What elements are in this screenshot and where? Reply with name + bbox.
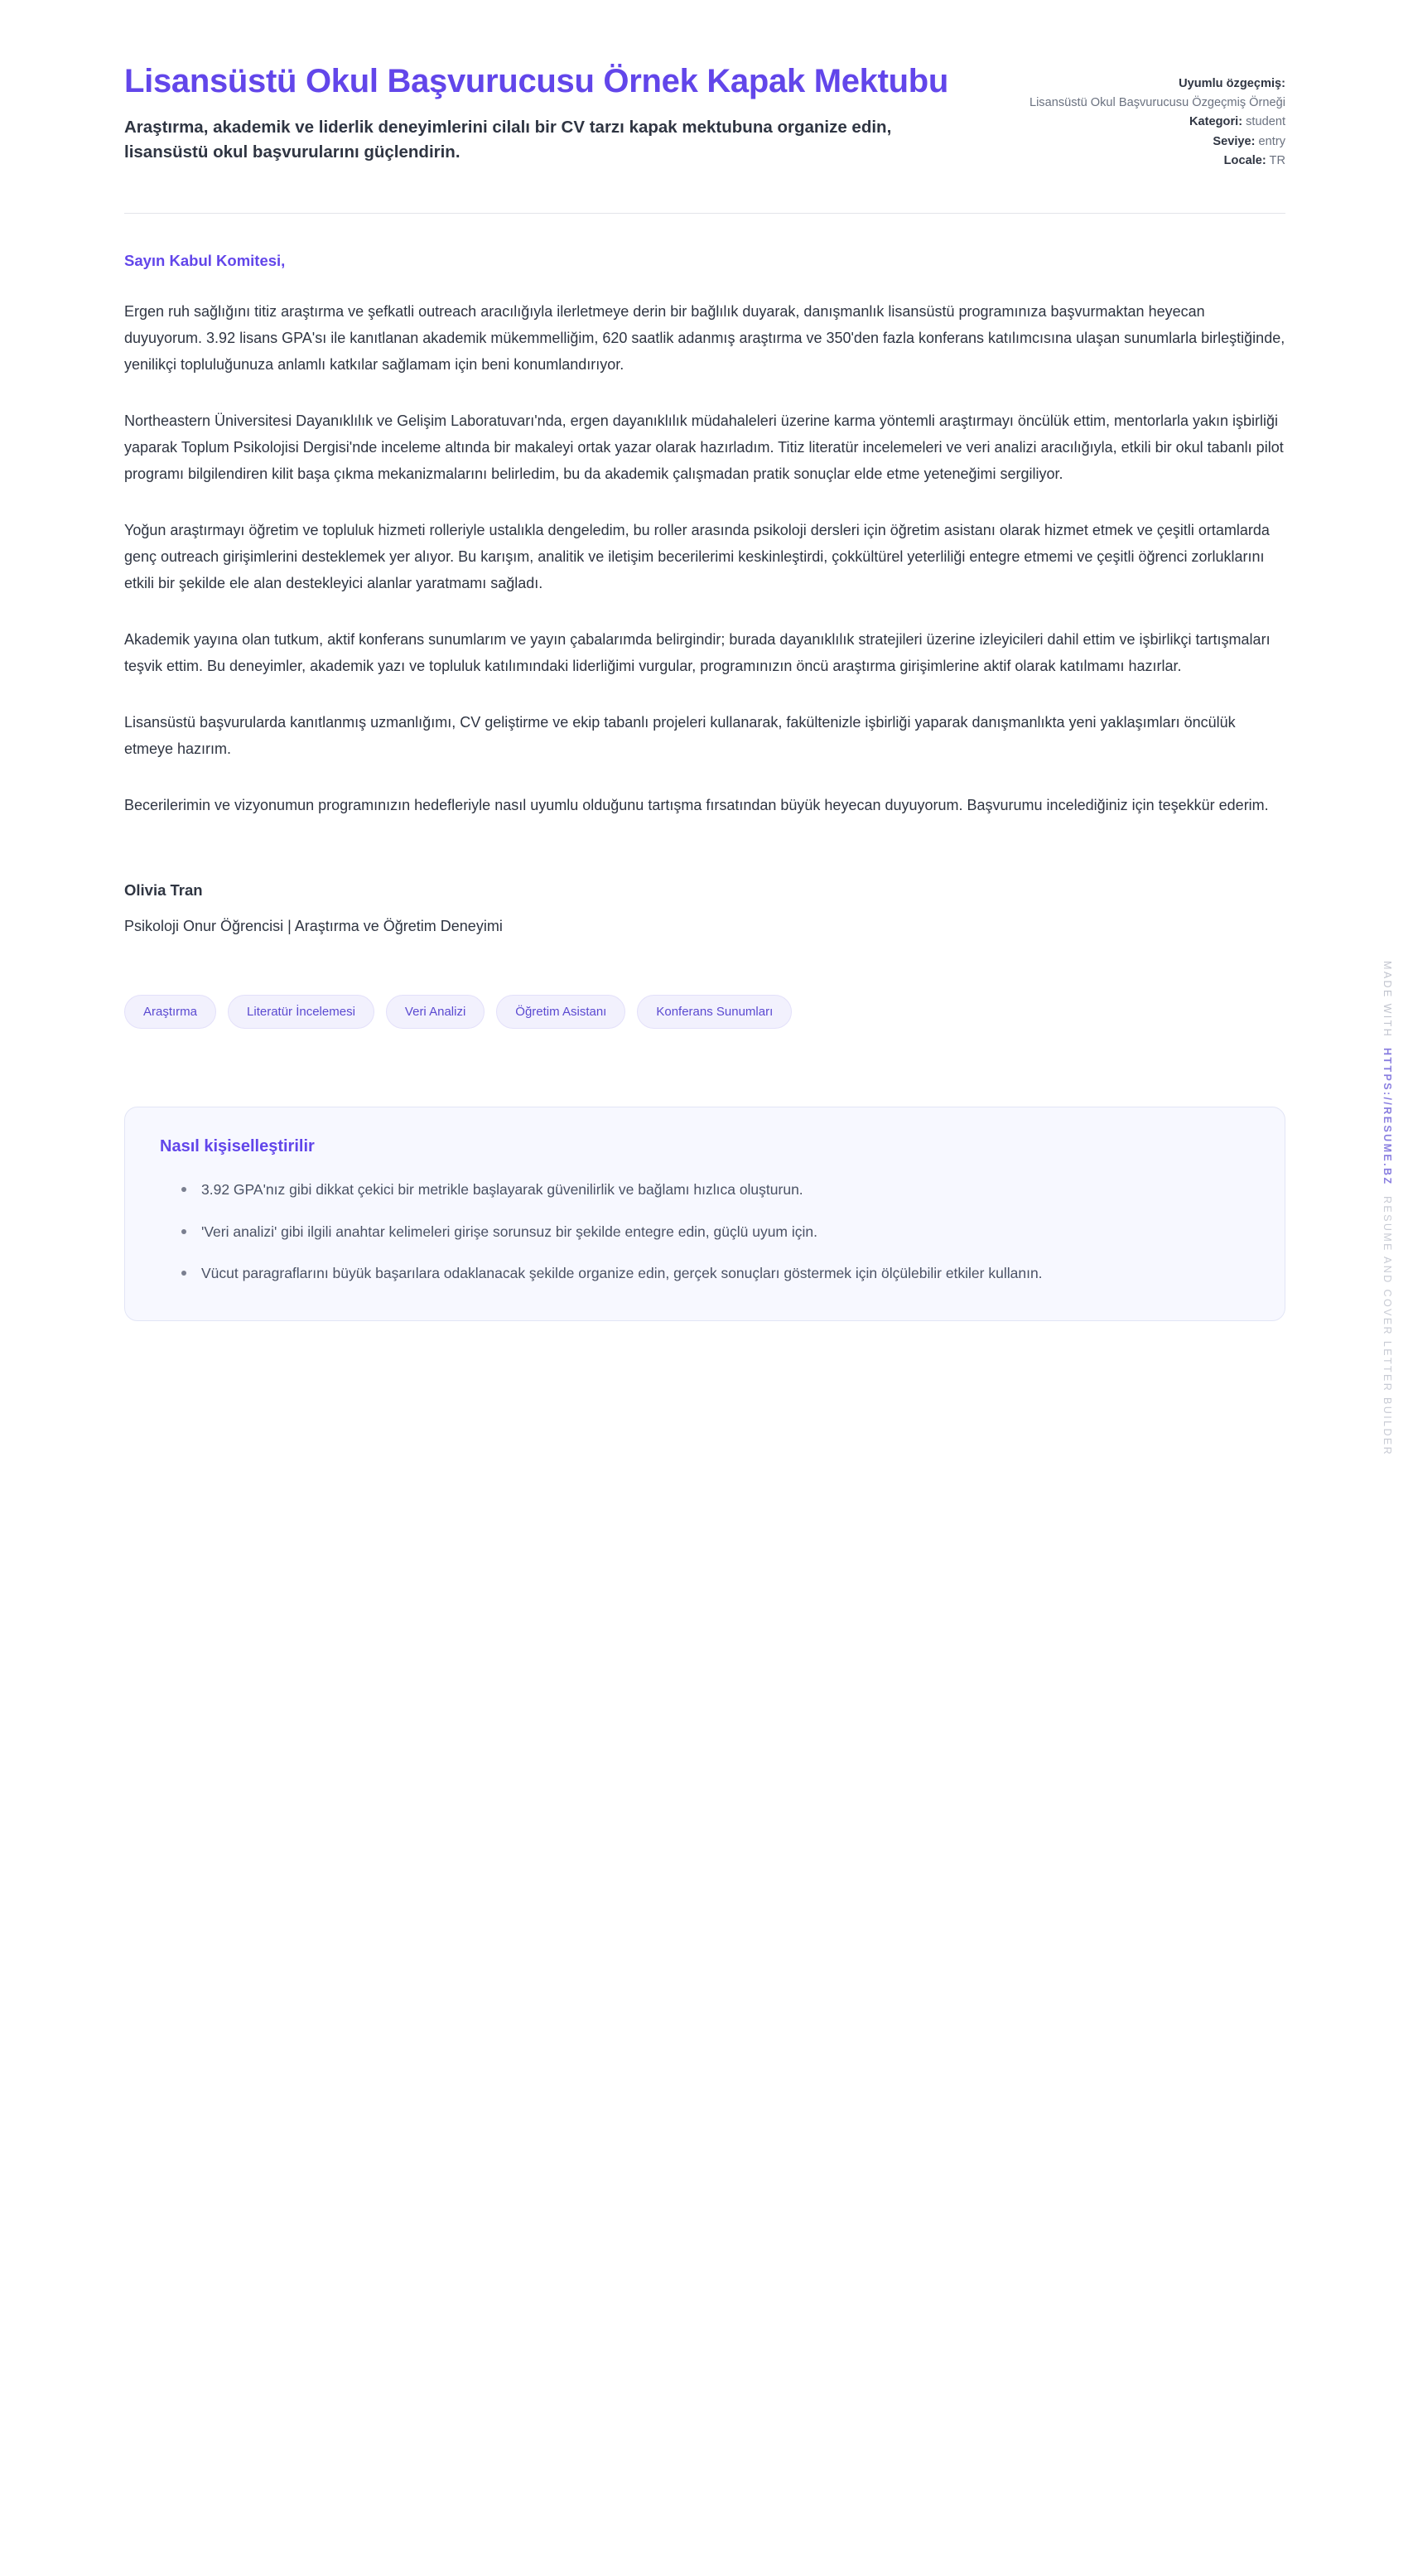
skill-tag-list xyxy=(116,995,1292,1029)
meta-level xyxy=(1029,133,1285,152)
meta-locale-value: TR xyxy=(1269,154,1285,168)
page-content xyxy=(116,0,1292,1321)
side-brand-prefix: MADE WITH xyxy=(1381,961,1393,1039)
tips-list-item: Vücut paragraflarını büyük başarılara odaklanacak şekilde organize edin, gerçek sonuçları göstermek için ölçülebilir etkiler kullanın. xyxy=(181,1261,1250,1285)
paragraph-2: Northeastern Üniversitesi Dayanıklılık ve Gelişim Laboratuvarı'nda, ergen dayanıklılık müdahaleleri üzerine karma yöntemli araştırmayı öncülük ettim, mentorlarla yakın işbirliği yaparak Toplum Psikolojisi Dergisi'nde inceleme altında bir makaleyi ortak yazar olarak hazırladım. Titiz literatür incelemeleri ve veri analizi aracılığıyla, etkili bir okul tabanlı pilot programı bilgilendiren kilit başa çıkma mekanizmalarını belirledim, bu da akademik çalışmadan pratik sonuçlar elde etme yeteneğimi sergiliyor. xyxy=(124,412,1284,483)
header-divider xyxy=(124,213,1285,214)
tips-list-item: 3.92 GPA'nız gibi dikkat çekici bir metrikle başlayarak güvenilirlik ve bağlamı hızlıca oluşturun. xyxy=(181,1178,1250,1201)
meta-level-label: Seviye: xyxy=(1213,134,1256,148)
tips-title: Nasıl kişiselleştirilir xyxy=(160,1137,315,1156)
skill-tag[interactable]: Konferans Sunumları xyxy=(637,995,792,1029)
meta-compatible-value: Lisansüstü Okul Başvurucusu Özgeçmiş Örneği xyxy=(1029,95,1285,109)
document-header xyxy=(116,61,1292,171)
tips-list xyxy=(160,1178,1250,1285)
meta-category-value: student xyxy=(1246,115,1285,129)
meta-level-value: entry xyxy=(1258,134,1285,148)
paragraph-5: Lisansüstü başvurularda kanıtlanmış uzmanlığımı, CV geliştirme ve ekip tabanlı projeleri kullanarak, fakültenizle işbirliği yaparak danışmanlıkta yeni yaklaşımları öncülük etmeye hazırım. xyxy=(124,714,1236,758)
page-subtitle: Araştırma, akademik ve liderlik deneyimlerini cilalı bir CV tarzı kapak mektubuna organize edin, lisansüstü okul başvurularını güçlendirin. xyxy=(124,117,892,162)
signature-name: Olivia Tran xyxy=(124,881,203,900)
signature-role: Psikoloji Onur Öğrencisi | Araştırma ve Öğretim Deneyimi xyxy=(124,918,503,935)
tips-list-item: 'Veri analizi' gibi ilgili anahtar kelimeleri girişe sorunsuz bir şekilde entegre edin, güçlü uyum için. xyxy=(181,1220,1250,1243)
skill-tag[interactable]: Literatür İncelemesi xyxy=(228,995,374,1029)
customization-tips-card xyxy=(124,1107,1285,1320)
side-brand-tail: RESUME AND COVER LETTER BUILDER xyxy=(1381,1195,1393,1456)
meta-compatible-label: Uyumlu özgeçmiş: xyxy=(1179,77,1285,90)
paragraph-3: Yoğun araştırmayı öğretim ve topluluk hizmeti rolleriyle ustalıkla dengeledim, bu roller arasında psikoloji dersleri için öğretim asistanı olarak hizmet etmek ve çeşitli ortamlarda genç outreach girişimlerini desteklemek yer alıyor. Bu karışım, analitik ve iletişim becerilerimi keskinleştirdi, çokkültürel yeterliliği entegre etmemi ve çeşitli öğrenci zorluklarını etkili bir şekilde ele alan destekleyici alanlar yaratmamı sağladı. xyxy=(124,522,1270,592)
meta-category xyxy=(1029,113,1285,132)
salutation: Sayın Kabul Komitesi, xyxy=(124,252,286,270)
skill-tag[interactable]: Araştırma xyxy=(124,995,216,1029)
meta-locale-label: Locale: xyxy=(1223,154,1266,168)
meta-locale xyxy=(1029,152,1285,171)
skill-tag[interactable]: Öğretim Asistanı xyxy=(496,995,625,1029)
side-brand-link[interactable]: HTTPS://RESUME.BZ xyxy=(1381,1048,1393,1186)
paragraph-4: Akademik yayına olan tutkum, aktif konferans sunumlarım ve yayın çabalarımda belirgindir; burada dayanıklılık stratejileri üzerine izleyicileri dahil ettim ve işbirlikçi tartışmaları teşvik ettim. Bu deneyimler, akademik yazı ve topluluk katılımındaki liderliğimi vurgular, programınızın öncü araştırma girişimlerine aktif olarak katılmamı hazırlar. xyxy=(124,631,1271,675)
page-title: Lisansüstü Okul Başvurucusu Örnek Kapak Mektubu xyxy=(124,63,949,99)
cover-letter-body xyxy=(116,252,1292,935)
paragraph-1: Ergen ruh sağlığını titiz araştırma ve şefkatli outreach aracılığıyla ilerletmeye derin bir bağlılık duyarak, danışmanlık lisansüstü programınıza başvurmaktan heyecan duyuyorum. 3.92 lisans GPA'sı ile kanıtlanan akademik mükemmelliğim, 620 saatlik adanmış araştırma ve 350'den fazla konferans katılımcısına ulaşan sunumlarla birleştiğinde, yenilikçi topluluğunuza anlamlı katkılar sağlamam için beni konumlandırıyor. xyxy=(124,303,1285,374)
signature-block xyxy=(124,881,1285,935)
header-text-block xyxy=(124,61,961,165)
document-meta xyxy=(1029,61,1285,171)
side-brand-watermark xyxy=(1381,961,1393,1456)
meta-category-label: Kategori: xyxy=(1189,115,1243,129)
meta-compatible-resume xyxy=(1029,75,1285,112)
skill-tag[interactable]: Veri Analizi xyxy=(386,995,485,1029)
paragraph-6: Becerilerimin ve vizyonumun programınızın hedefleriyle nasıl uyumlu olduğunu tartışma fırsatından büyük heyecan duyuyorum. Başvurumu incelediğiniz için teşekkür ederim. xyxy=(124,797,1269,814)
